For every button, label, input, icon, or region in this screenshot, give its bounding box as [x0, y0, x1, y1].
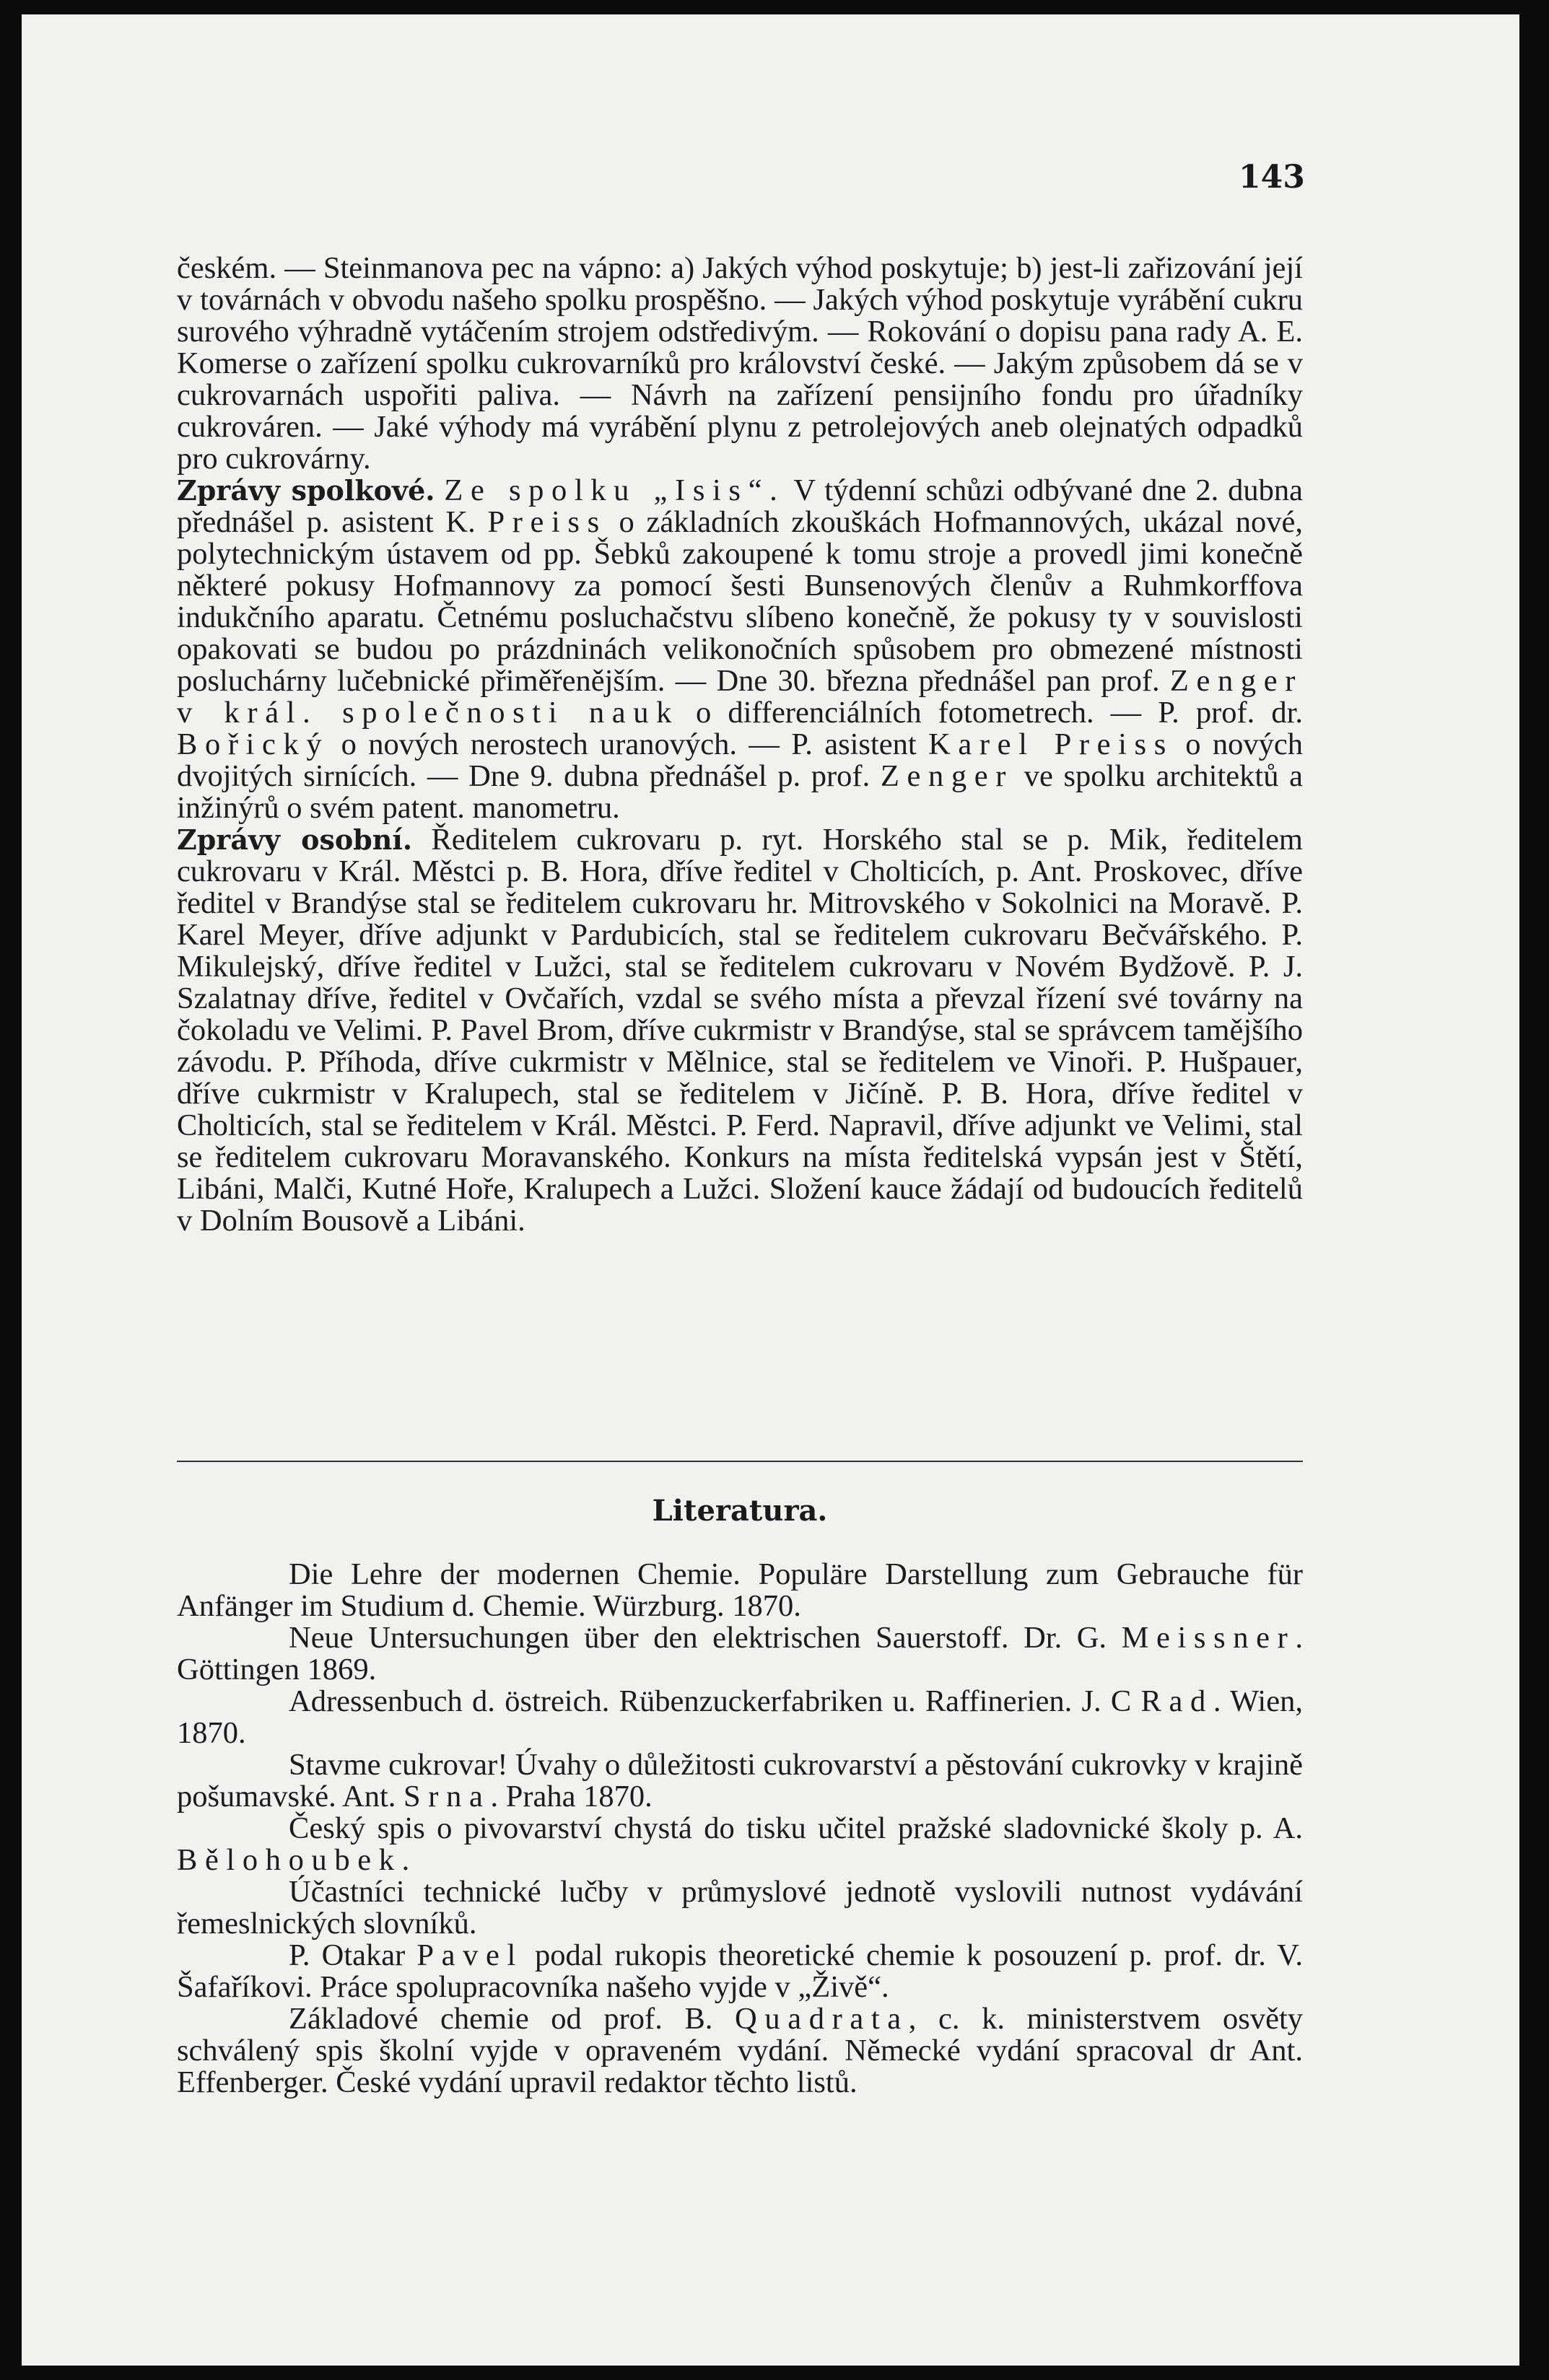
spaced-ze-spolku-isis: Ze spolku „Isis“.	[444, 473, 785, 507]
literatura-entry	[177, 1622, 1303, 1686]
literatura-entry	[177, 1749, 1303, 1813]
entry-text: Neue Untersuchungen über den elektrischen Sauerstoff. Dr. G.	[289, 1621, 1122, 1655]
literatura-list	[177, 1559, 1303, 2099]
spaced-name-zenger: Zenger	[880, 759, 1013, 793]
entry-text: Český spis o pivovarství chystá do tisku učitel pražské sladovnické školy p. A.	[289, 1811, 1303, 1845]
scanned-page	[22, 14, 1519, 2366]
entry-author: Bělohoubek	[177, 1843, 402, 1877]
entry-text: Die Lehre der modernen Chemie. Populäre Darstellung zum Gebrauche für Anfänger im Studium d. Chemie. Würzburg. 1870.	[177, 1557, 1303, 1623]
body-text	[177, 253, 1303, 1237]
entry-text: Stavme cukrovar! Úvahy o důležitosti cukrovarství a pěstování cukrovky v krajině pošumavské. Ant.	[177, 1748, 1303, 1814]
entry-author: Pavel	[416, 1938, 523, 1972]
literatura-entry	[177, 1940, 1303, 2003]
entry-author: Meissner	[1121, 1621, 1296, 1655]
text-segment: o differenciálních fotometrech. — P. prof. dr.	[678, 696, 1303, 730]
entry-text: P. Otakar	[289, 1938, 417, 1972]
text-segment: o nových dvojitých sirnících. — Dne 9. dubna přednášel p. prof.	[177, 727, 1303, 793]
entry-text: . Praha 1870.	[490, 1780, 653, 1814]
heading-zpravy-osobni: Zprávy osobní.	[177, 823, 413, 856]
entry-text: . Göttingen 1869.	[177, 1621, 1303, 1686]
paragraph-program: českém. — Steinmanova pec na vápno: a) Jakých výhod poskytuje; b) jest-li zařizování její v továrnách v obvodu našeho spolku prospěšno. — Jakých výhod poskytuje vyrábění cukru surového výhradně vytáčením strojem odstředivým. — Rokování o dopisu pana rady A. E. Komerse o zařízení spolku cukrovarníků pro království české. — Jakým způsobem dá se v cukrovarnách uspořiti paliva. — Návrh na zařízení pensijního fondu pro úřadníky cukrováren. — Jaké výhody má vyrábění plynu z petrolejových aneb olejnatých odpadků pro cukrovárny.	[177, 251, 1303, 476]
entry-author: Srna	[403, 1780, 491, 1814]
entry-author: Rad	[1140, 1684, 1213, 1718]
entry-text: . Wien, 1870.	[177, 1684, 1303, 1750]
spaced-name-preiss: Preiss	[487, 505, 607, 539]
text-segment: ve spolku architektů a inžinýrů o svém patent. manometru.	[177, 759, 1303, 825]
text-segment: Ředitelem cukrovaru p. ryt. Horského stal se p. Mik, ředitelem cukrovaru v Král. Městci p. B. Hora, dříve ředitel v Cholticích, p. Ant. Proskovec, dříve ředitel v Brandýse stal se ředitelem cukrovaru hr. Mitrovského v Sokolnici na Moravě. P. Karel Meyer, dříve adjunkt v Pardubicích, stal se ředitelem cukrovaru Bečvářského. P. Mikulejský, dříve ředitel v Lužci, stal se ředitelem cukrovaru v Novém Bydžově. P. J. Szalatnay dříve, ředitel v Ovčařích, vzdal se svého místa a převzal řízení své továrny na čokoladu ve Velimi. P. Pavel Brom, dříve cukrmistr v Brandýse, stal se správcem tamějšího závodu. P. Příhoda, dříve cukrmistr v Mělnice, stal se ředitelem ve Vinoři. P. Hušpauer, dříve cukrmistr v Kralupech, stal se ředitelem v Jičíně. P. B. Hora, dříve ředitel v Cholticích, stal se ředitelem v Král. Městci. P. Ferd. Napravil, dříve adjunkt ve Velimi, stal se ředitelem cukrovaru Moravanského. Konkurs na místa ředitelská vypsán jest v Štětí, Libáni, Malči, Kutné Hoře, Kralupech a Lužci. Složení kauce žádají od budoucích ředitelů v Dolním Bousově a Libáni.	[177, 823, 1303, 1238]
heading-zpravy-spolkove: Zprávy spolkové.	[177, 474, 435, 507]
page-number: 143	[1239, 159, 1305, 196]
text-segment: o nových nerostech uranových. — P. asistent	[329, 727, 929, 761]
entry-text: Základové chemie od prof. B.	[289, 2002, 736, 2036]
section-divider	[177, 1461, 1303, 1462]
literatura-entry	[177, 1686, 1303, 1749]
entry-text: , c. k. ministerstvem osvěty schválený spis školní vyjde v opraveném vydání. Německé vydání spracoval dr Ant. Effenberger. České vydání upravil redaktor těchto listů.	[177, 2002, 1304, 2099]
entry-author: Quadrata	[735, 2002, 909, 2036]
entry-text: .	[401, 1843, 410, 1877]
paragraph-zpravy-osobni	[177, 824, 1303, 1237]
literatura-entry	[177, 1813, 1303, 1876]
entry-text: podal rukopis theoretické chemie k posouzení p. prof. dr. V. Šafaříkovi. Práce spolupracovníka našeho vyjde v „Živě“.	[177, 1938, 1303, 2004]
entry-text: Účastníci technické lučby v průmyslové jednotě vyslovili nutnost vydávání řemeslnických slovníků.	[177, 1875, 1303, 1941]
spaced-zenger-spolecnost: Zenger v král. společnosti nauk	[177, 664, 1303, 730]
entry-text: Adressenbuch d. östreich. Rübenzuckerfabriken u. Raffinerien. J. C	[289, 1684, 1141, 1718]
heading-literatura: Literatura.	[652, 1494, 828, 1528]
literatura-entry	[177, 2003, 1303, 2099]
literatura-entry	[177, 1559, 1303, 1622]
literatura-entry	[177, 1876, 1303, 1940]
spaced-name-boricky: Bořický	[177, 727, 330, 761]
text-segment: o základních zkouškách Hofmannových, ukázal nové, polytechnickým ústavem od pp. Šebků zakoupené k tomu stroje a provedl jimi konečně některé pokusy Hofmannovy za pomocí šesti Bunsenových členův a Ruhmkorffova indukčního aparatu. Četnému posluchačstvu slíbeno konečně, že pokusy ty v souvislosti opakovati se budou po prázdninách velikonočních spůsobem pro obmezené místnosti posluchárny lučebnické přiměřenějším. — Dne 30. března přednášel pan prof.	[177, 505, 1303, 698]
spaced-name-karel-preiss: Karel Preiss	[928, 727, 1174, 761]
text-segment: V týdenní schůzi odbývané dne 2. dubna přednášel p. asistent K.	[177, 473, 1303, 539]
paragraph-zpravy-spolkove	[177, 475, 1303, 824]
